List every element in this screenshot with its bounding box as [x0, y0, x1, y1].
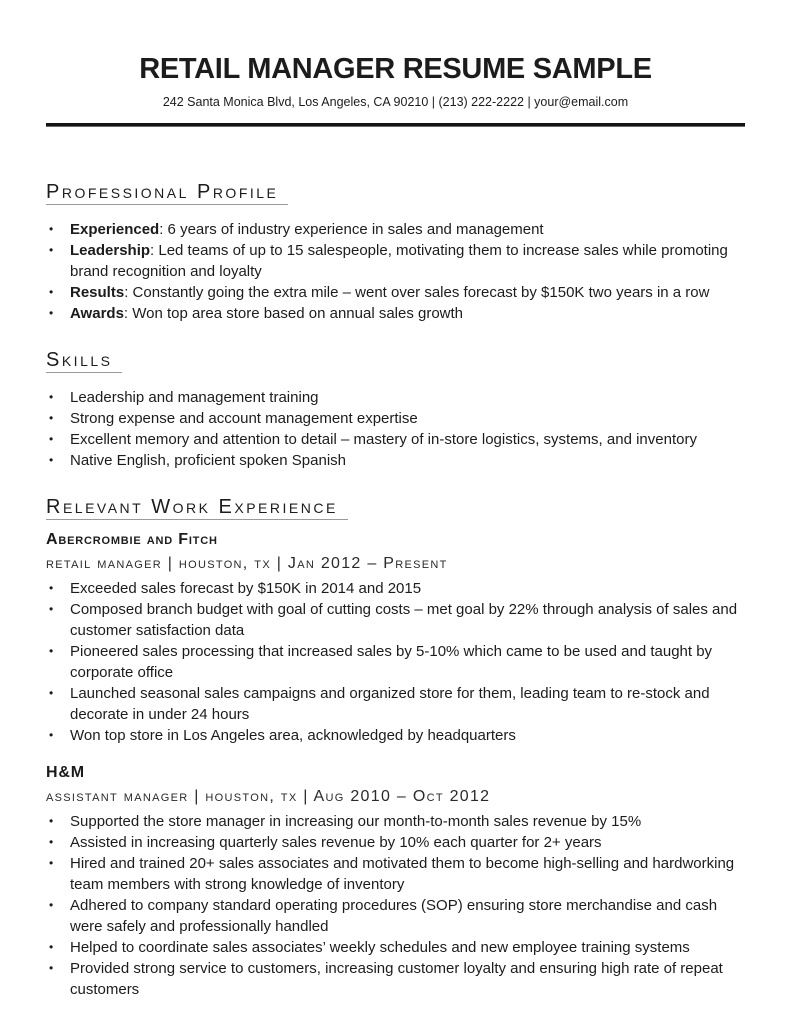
profile-bullet-awards: [46, 303, 745, 324]
contact-line: 242 Santa Monica Blvd, Los Angeles, CA 90210 | (213) 222-2222 | your@email.com: [162, 95, 629, 109]
bullet-lead: Awards: [70, 305, 124, 322]
bullet-text: : Constantly going the extra mile – went over sales forecast by $150K two years in a row: [124, 284, 710, 301]
job-meta-line: retail manager | houston, tx | Jan 2012 – Present: [46, 555, 448, 572]
job-bullet: • Launched seasonal sales campaigns and organized store for them, leading team to re-stock and decorate in under 24 hours: [46, 683, 745, 725]
job-bullet: • Adhered to company standard operating procedures (SOP) ensuring store merchandise and cash were safely and professionally handled: [46, 895, 745, 937]
job-bullet: • Won top store in Los Angeles area, acknowledged by headquarters: [46, 725, 745, 746]
job-bullet: • Pioneered sales processing that increased sales by 5-10% which came to be used and taught by corporate office: [46, 641, 745, 683]
job-bullet-list: [46, 811, 745, 1000]
profile-bullet-leadership: [46, 240, 745, 282]
profile-bullet-list: [46, 219, 745, 324]
job-bullet: • Provided strong service to customers, increasing customer loyalty and ensuring high rate of repeat customers: [46, 958, 745, 1000]
header-divider-rule: [46, 123, 745, 127]
job-abercrombie-and-fitch: [46, 530, 745, 746]
job-hm: [46, 763, 745, 1000]
skill-bullet: • Native English, proficient spoken Spanish: [46, 450, 745, 471]
bullet-lead: Experienced: [70, 221, 160, 238]
skill-bullet: • Strong expense and account management expertise: [46, 408, 745, 429]
profile-bullet-experienced: [46, 219, 745, 240]
company-name: H&M: [46, 764, 85, 781]
job-bullet: • Composed branch budget with goal of cutting costs – met goal by 22% through analysis of sales and customer satisfaction data: [46, 599, 745, 641]
heading-text: Relevant Work Experience: [46, 496, 348, 520]
skill-bullet: • Leadership and management training: [46, 387, 745, 408]
section-skills: [46, 349, 745, 471]
bullet-text: : Led teams of up to 15 salespeople, motivating them to increase sales while promoting brand recognition and loyalty: [70, 242, 728, 280]
skills-heading: [46, 349, 745, 373]
bullet-text: : 6 years of industry experience in sales and management: [159, 221, 544, 238]
bullet-lead: Results: [70, 284, 125, 301]
job-bullet: • Exceeded sales forecast by $150K in 2014 and 2015: [46, 578, 745, 599]
company-name: Abercrombie and Fitch: [46, 531, 218, 548]
skills-bullet-list: [46, 387, 745, 471]
job-bullet: • Helped to coordinate sales associates’ weekly schedules and new employee training systems: [46, 937, 745, 958]
professional-profile-heading: [46, 181, 745, 205]
job-bullet-list: [46, 578, 745, 746]
section-professional-profile: [46, 181, 745, 324]
job-bullet: • Supported the store manager in increasing our month-to-month sales revenue by 15%: [46, 811, 745, 832]
heading-text: Professional Profile: [46, 181, 288, 205]
profile-bullet-results: [46, 282, 745, 303]
bullet-lead: Leadership: [70, 242, 151, 259]
job-bullet: • Assisted in increasing quarterly sales revenue by 10% each quarter for 2+ years: [46, 832, 745, 853]
resume-header: [46, 52, 745, 110]
work-experience-heading: [46, 496, 745, 520]
resume-title: RETAIL MANAGER RESUME SAMPLE: [139, 53, 652, 85]
job-bullet: • Hired and trained 20+ sales associates and motivated them to become high-selling and hardworking team members with strong knowledge of inventory: [46, 853, 745, 895]
skill-bullet: • Excellent memory and attention to detail – mastery of in-store logistics, systems, and inventory: [46, 429, 745, 450]
heading-text: Skills: [46, 349, 122, 373]
bullet-text: : Won top area store based on annual sales growth: [123, 305, 464, 322]
section-work-experience: [46, 496, 745, 1000]
job-meta-line: assistant manager | houston, tx | Aug 2010 – Oct 2012: [46, 788, 491, 805]
